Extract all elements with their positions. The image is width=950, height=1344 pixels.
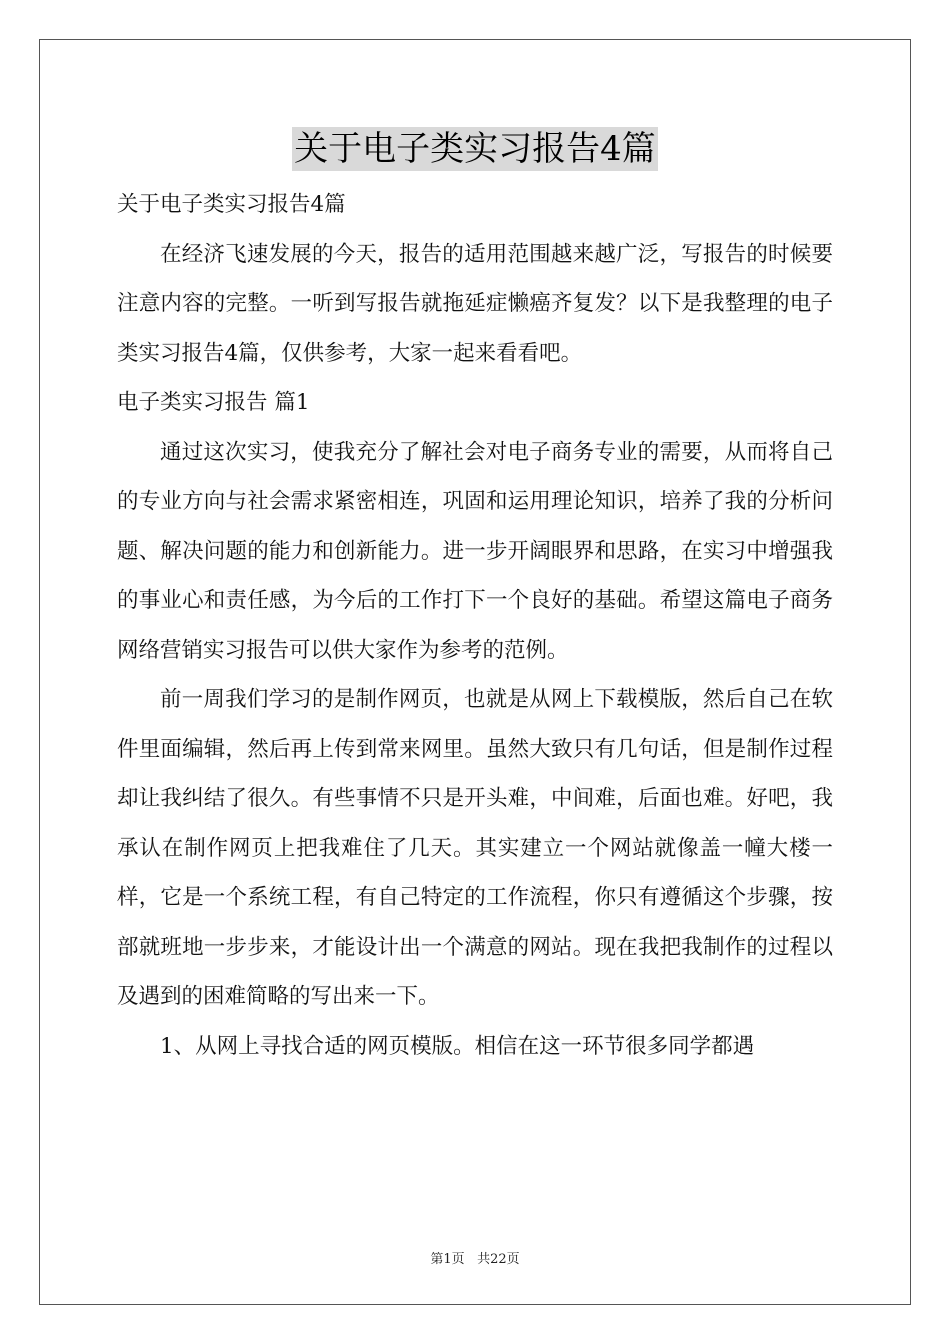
document-body [117, 180, 833, 1071]
section-heading: 电子类实习报告 篇1 [117, 390, 310, 415]
title-wrapper [0, 127, 950, 171]
page-number: 第1页 [430, 1252, 465, 1267]
total-pages: 共22页 [477, 1252, 520, 1267]
subtitle-line: 关于电子类实习报告4篇 [117, 192, 346, 217]
intro-paragraph: 在经济飞速发展的今天，报告的适用范围越来越广泛，写报告的时候要注意内容的完整。一听到写报告就拖延症懒癌齐复发？以下是我整理的电子类实习报告4篇，仅供参考，大家一起来看看吧。 [117, 241, 833, 366]
page-footer [0, 1248, 950, 1267]
body-paragraph: 前一周我们学习的是制作网页，也就是从网上下载模版，然后自己在软件里面编辑，然后再上传到常来网里。虽然大致只有几句话，但是制作过程却让我纠结了很久。有些事情不只是开头难，中间难，后面也难。好吧，我承认在制作网页上把我难住了几天。其实建立一个网站就像盖一幢大楼一样，它是一个系统工程，有自己特定的工作流程，你只有遵循这个步骤，按部就班地一步步来，才能设计出一个满意的网站。现在我把我制作的过程以及遇到的困难简略的写出来一下。 [117, 687, 833, 1009]
body-paragraph: 1、从网上寻找合适的网页模版。相信在这一环节很多同学都遇 [160, 1033, 755, 1059]
body-paragraph: 通过这次实习，使我充分了解社会对电子商务专业的需要，从而将自己的专业方向与社会需求紧密相连，巩固和运用理论知识，培养了我的分析问题、解决问题的能力和创新能力。进一步开阔眼界和思路，在实习中增强我的事业心和责任感，为今后的工作打下一个良好的基础。希望这篇电子商务网络营销实习报告可以供大家作为参考的范例。 [117, 439, 833, 663]
document-title: 关于电子类实习报告4篇 [294, 129, 656, 169]
